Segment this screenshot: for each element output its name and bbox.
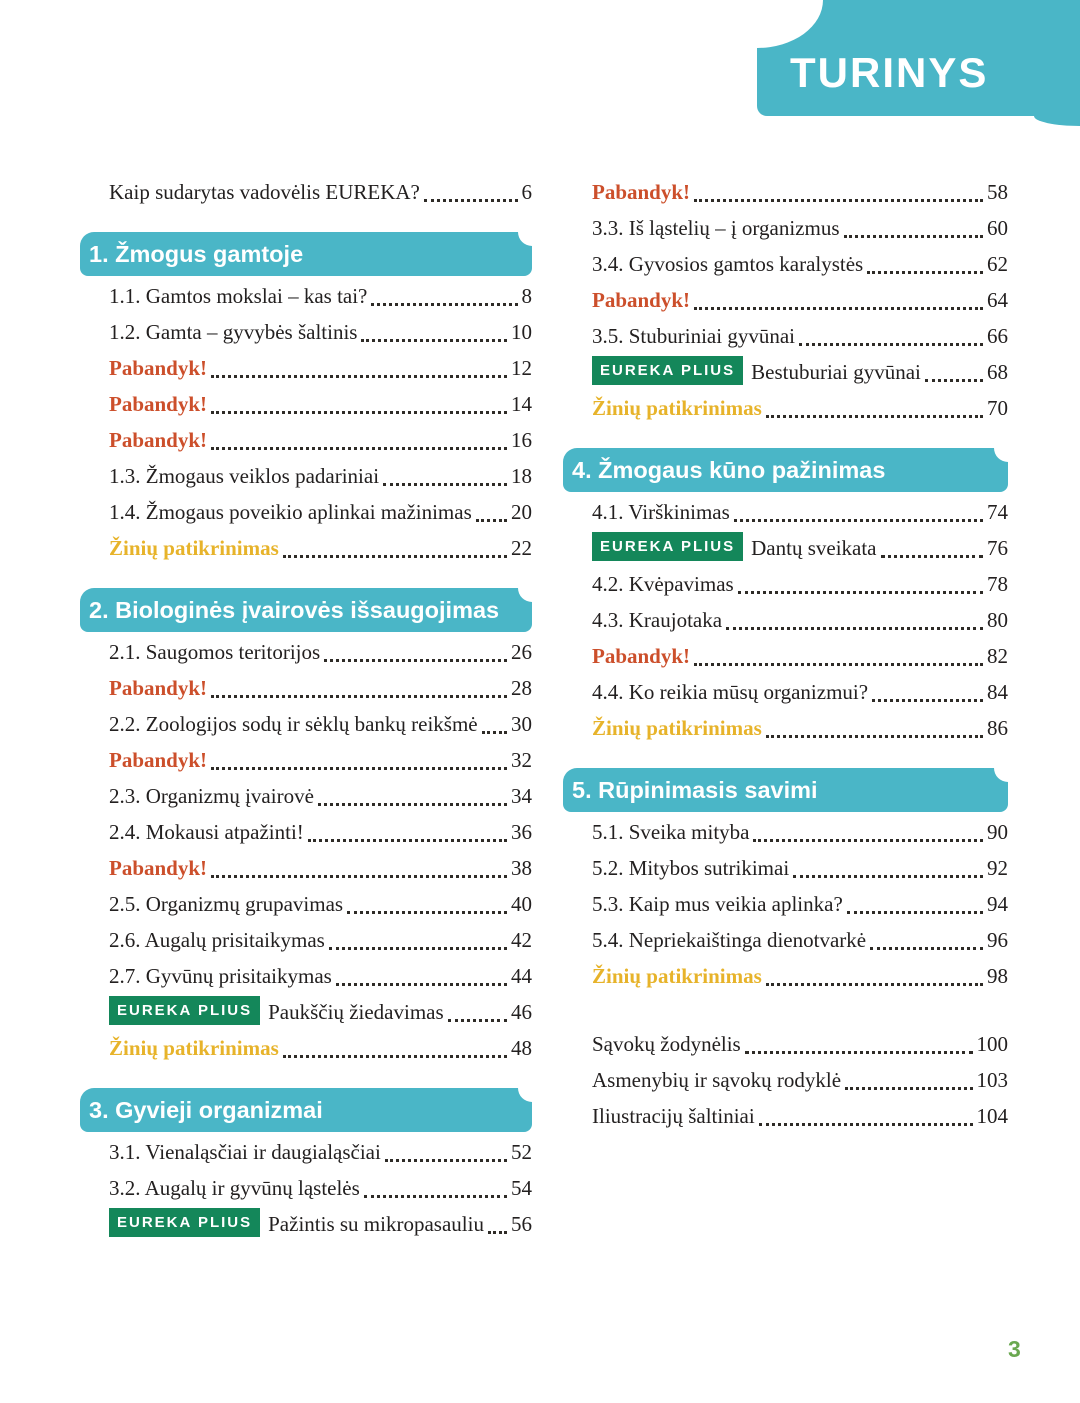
eureka-plius-badge: EUREKA PLIUS [592, 532, 743, 561]
entry-title: 2.3. Organizmų įvairovė [109, 784, 314, 808]
section-title: 1. Žmogus gamtoje [89, 241, 304, 267]
page-number: 6 [521, 180, 532, 204]
page-number: 10 [511, 320, 532, 344]
dotted-leader [488, 1231, 507, 1234]
page-number: 96 [987, 928, 1008, 952]
dotted-leader [383, 483, 507, 486]
pabandyk-label: Pabandyk! [109, 856, 208, 880]
entry-title: 3.4. Gyvosios gamtos karalystės [592, 252, 864, 276]
entry-title: 4.2. Kvėpavimas [592, 572, 734, 596]
entry-title: 1.2. Gamta – gyvybės šaltinis [109, 320, 358, 344]
section-header [563, 448, 1008, 492]
section-title: 5. Rūpinimasis savimi [572, 777, 818, 803]
corner-scoop [518, 1088, 532, 1102]
pabandyk-label: Pabandyk! [109, 392, 208, 416]
section-header [80, 1088, 532, 1132]
page-number: 94 [987, 892, 1008, 916]
page-number: 62 [987, 252, 1008, 276]
section-header [80, 588, 532, 632]
eureka-plius-entry [80, 992, 532, 1028]
entry-title: 4.1. Virškinimas [592, 500, 730, 524]
folio-page-number: 3 [1008, 1336, 1021, 1362]
dotted-leader [881, 555, 984, 558]
page-number: 76 [987, 536, 1008, 560]
page-number: 30 [511, 712, 532, 736]
page-number: 32 [511, 748, 532, 772]
dotted-leader [364, 1195, 507, 1198]
toc-entry [563, 920, 1008, 956]
page-number: 92 [987, 856, 1008, 880]
pabandyk-label: Pabandyk! [109, 428, 208, 452]
toc-entry [563, 492, 1008, 528]
dotted-leader [745, 1051, 973, 1054]
toc-entry [563, 1024, 1008, 1060]
dotted-leader [476, 519, 507, 522]
ziniu-patikrinimas-label: Žinių patikrinimas [592, 964, 762, 988]
eureka-plius-entry [80, 1204, 532, 1240]
entry-title: 2.1. Saugomos teritorijos [109, 640, 321, 664]
dotted-leader [347, 911, 507, 914]
eureka-plius-entry [563, 528, 1008, 564]
section-title: 3. Gyvieji organizmai [89, 1097, 323, 1123]
corner-scoop [518, 232, 532, 246]
page-number: 66 [987, 324, 1008, 348]
entry-title: 2.5. Organizmų grupavimas [109, 892, 344, 916]
dotted-leader [734, 519, 983, 522]
entry-title: 5.2. Mitybos sutrikimai [592, 856, 790, 880]
column-spacer [563, 992, 1008, 1024]
toc-entry [563, 1096, 1008, 1132]
pabandyk-entry [80, 348, 532, 384]
dotted-leader [371, 303, 517, 306]
page-number: 16 [511, 428, 532, 452]
dotted-leader [211, 767, 507, 770]
toc-entry [563, 244, 1008, 280]
toc-entry [80, 776, 532, 812]
page-number: 22 [511, 536, 532, 560]
turinys-banner [757, 0, 1080, 116]
page-number: 86 [987, 716, 1008, 740]
dotted-leader [753, 839, 983, 842]
page-number: 80 [987, 608, 1008, 632]
corner-scoop [518, 588, 532, 602]
page-number: 12 [511, 356, 532, 380]
dotted-leader [738, 591, 983, 594]
page-number: 78 [987, 572, 1008, 596]
page-number: 103 [976, 1068, 1008, 1092]
entry-title: Asmenybių ir sąvokų rodyklė [592, 1068, 842, 1092]
ziniu-patikrinimas-entry [80, 528, 532, 564]
toc-entry [80, 812, 532, 848]
page-number: 60 [987, 216, 1008, 240]
dotted-leader [694, 199, 983, 202]
dotted-leader [211, 875, 507, 878]
dotted-leader [318, 803, 507, 806]
toc-entry [563, 564, 1008, 600]
page-number: 14 [511, 392, 532, 416]
toc-entry [80, 632, 532, 668]
dotted-leader [361, 339, 507, 342]
toc-entry [80, 172, 532, 208]
dotted-leader [799, 343, 983, 346]
entry-title: Bestuburiai gyvūnai [751, 360, 921, 384]
section-header [80, 232, 532, 276]
toc-entry [80, 456, 532, 492]
pabandyk-label: Pabandyk! [109, 676, 208, 700]
page-number: 54 [511, 1176, 532, 1200]
entry-title: 3.5. Stuburiniai gyvūnai [592, 324, 795, 348]
dotted-leader [925, 379, 983, 382]
toc-entry [563, 316, 1008, 352]
toc-entry [563, 672, 1008, 708]
dotted-leader [283, 1055, 507, 1058]
entry-title: 5.1. Sveika mityba [592, 820, 750, 844]
entry-title: Dantų sveikata [751, 536, 877, 560]
toc-entry [563, 848, 1008, 884]
toc-entry [80, 1132, 532, 1168]
page-number: 44 [511, 964, 532, 988]
dotted-leader [336, 983, 507, 986]
toc-entry [80, 1168, 532, 1204]
dotted-leader [211, 411, 507, 414]
dotted-leader [844, 235, 984, 238]
dotted-leader [482, 731, 507, 734]
toc-entry [80, 920, 532, 956]
pabandyk-entry [80, 420, 532, 456]
pabandyk-entry [563, 172, 1008, 208]
page-number: 26 [511, 640, 532, 664]
eureka-plius-badge: EUREKA PLIUS [109, 1208, 260, 1237]
entry-title: 4.4. Ko reikia mūsų organizmui? [592, 680, 869, 704]
dotted-leader [694, 307, 983, 310]
pabandyk-entry [80, 384, 532, 420]
eureka-plius-entry [563, 352, 1008, 388]
dotted-leader [694, 663, 983, 666]
dotted-leader [308, 839, 507, 842]
page-number: 20 [511, 500, 532, 524]
toc-column-right [563, 172, 1008, 1132]
entry-title: 1.1. Gamtos mokslai – kas tai? [109, 284, 368, 308]
page-number: 38 [511, 856, 532, 880]
page-number: 98 [987, 964, 1008, 988]
toc-entry [563, 208, 1008, 244]
toc-entry [80, 492, 532, 528]
ziniu-patikrinimas-entry [563, 708, 1008, 744]
section-header [563, 768, 1008, 812]
dotted-leader [385, 1159, 507, 1162]
toc-entry [80, 704, 532, 740]
toc-entry [563, 1060, 1008, 1096]
dotted-leader [759, 1123, 973, 1126]
ziniu-patikrinimas-label: Žinių patikrinimas [592, 716, 762, 740]
dotted-leader [793, 875, 983, 878]
page-number: 18 [511, 464, 532, 488]
dotted-leader [424, 199, 518, 202]
dotted-leader [872, 699, 983, 702]
ziniu-patikrinimas-entry [80, 1028, 532, 1064]
pabandyk-entry [80, 740, 532, 776]
dotted-leader [283, 555, 507, 558]
dotted-leader [726, 627, 983, 630]
page-number: 70 [987, 396, 1008, 420]
pabandyk-entry [80, 848, 532, 884]
toc-entry [80, 312, 532, 348]
entry-title: 2.7. Gyvūnų prisitaikymas [109, 964, 332, 988]
page-number: 36 [511, 820, 532, 844]
ziniu-patikrinimas-label: Žinių patikrinimas [592, 396, 762, 420]
pabandyk-label: Pabandyk! [592, 180, 691, 204]
toc-column-left [80, 172, 532, 1240]
dotted-leader [766, 415, 983, 418]
page-number: 100 [976, 1032, 1008, 1056]
page-number: 68 [987, 360, 1008, 384]
page-number: 56 [511, 1212, 532, 1236]
pabandyk-entry [563, 280, 1008, 316]
toc-entry [563, 812, 1008, 848]
page-number: 28 [511, 676, 532, 700]
toc-entry [80, 884, 532, 920]
toc-entry [563, 600, 1008, 636]
eureka-plius-badge: EUREKA PLIUS [592, 356, 743, 385]
dotted-leader [867, 271, 983, 274]
entry-title: 1.4. Žmogaus poveikio aplinkai mažinimas [109, 500, 472, 524]
page-number: 42 [511, 928, 532, 952]
entry-title: Kaip sudarytas vadovėlis EUREKA? [109, 180, 420, 204]
entry-title: 1.3. Žmogaus veiklos padariniai [109, 464, 380, 488]
corner-scoop [994, 768, 1008, 782]
entry-title: 2.4. Mokausi atpažinti! [109, 820, 304, 844]
page-number: 82 [987, 644, 1008, 668]
page-number: 34 [511, 784, 532, 808]
pabandyk-entry [563, 636, 1008, 672]
entry-title: Sąvokų žodynėlis [592, 1032, 741, 1056]
section-title: 2. Biologinės įvairovės išsaugojimas [89, 597, 500, 623]
entry-title: 3.3. Iš ląstelių – į organizmus [592, 216, 840, 240]
pabandyk-label: Pabandyk! [109, 748, 208, 772]
dotted-leader [211, 695, 507, 698]
dotted-leader [847, 911, 983, 914]
page-number: 8 [521, 284, 532, 308]
page-number: 46 [511, 1000, 532, 1024]
dotted-leader [766, 735, 983, 738]
dotted-leader [845, 1087, 972, 1090]
banner-swoosh [1034, 116, 1080, 126]
entry-title: 5.3. Kaip mus veikia aplinka? [592, 892, 843, 916]
pabandyk-label: Pabandyk! [592, 644, 691, 668]
dotted-leader [448, 1019, 507, 1022]
page-number: 52 [511, 1140, 532, 1164]
ziniu-patikrinimas-entry [563, 956, 1008, 992]
entry-title: Iliustracijų šaltiniai [592, 1104, 755, 1128]
toc-entry [80, 276, 532, 312]
dotted-leader [766, 983, 983, 986]
entry-title: 2.6. Augalų prisitaikymas [109, 928, 325, 952]
section-title: 4. Žmogaus kūno pažinimas [572, 457, 886, 483]
entry-title: 2.2. Zoologijos sodų ir sėklų bankų reikšmė [109, 712, 478, 736]
page-number: 74 [987, 500, 1008, 524]
dotted-leader [329, 947, 507, 950]
ziniu-patikrinimas-label: Žinių patikrinimas [109, 1036, 279, 1060]
dotted-leader [211, 447, 507, 450]
ziniu-patikrinimas-label: Žinių patikrinimas [109, 536, 279, 560]
page-number: 40 [511, 892, 532, 916]
entry-title: 5.4. Nepriekaištinga dienotvarkė [592, 928, 867, 952]
pabandyk-label: Pabandyk! [592, 288, 691, 312]
page-title: TURINYS [790, 49, 989, 96]
eureka-plius-badge: EUREKA PLIUS [109, 996, 260, 1025]
entry-title: 3.2. Augalų ir gyvūnų ląstelės [109, 1176, 360, 1200]
entry-title: Pažintis su mikropasauliu [268, 1212, 484, 1236]
pabandyk-label: Pabandyk! [109, 356, 208, 380]
banner-corner-scoop [757, 0, 823, 48]
ziniu-patikrinimas-entry [563, 388, 1008, 424]
pabandyk-entry [80, 668, 532, 704]
page-number: 64 [987, 288, 1008, 312]
dotted-leader [324, 659, 507, 662]
entry-title: Paukščių žiedavimas [268, 1000, 444, 1024]
page-number: 58 [987, 180, 1008, 204]
toc-entry [563, 884, 1008, 920]
page-number: 90 [987, 820, 1008, 844]
page-number: 48 [511, 1036, 532, 1060]
page-number: 104 [976, 1104, 1008, 1128]
entry-title: 3.1. Vienaląsčiai ir daugialąsčiai [109, 1140, 381, 1164]
dotted-leader [870, 947, 983, 950]
dotted-leader [211, 375, 507, 378]
page-number: 84 [987, 680, 1008, 704]
corner-scoop [994, 448, 1008, 462]
entry-title: 4.3. Kraujotaka [592, 608, 723, 632]
toc-entry [80, 956, 532, 992]
